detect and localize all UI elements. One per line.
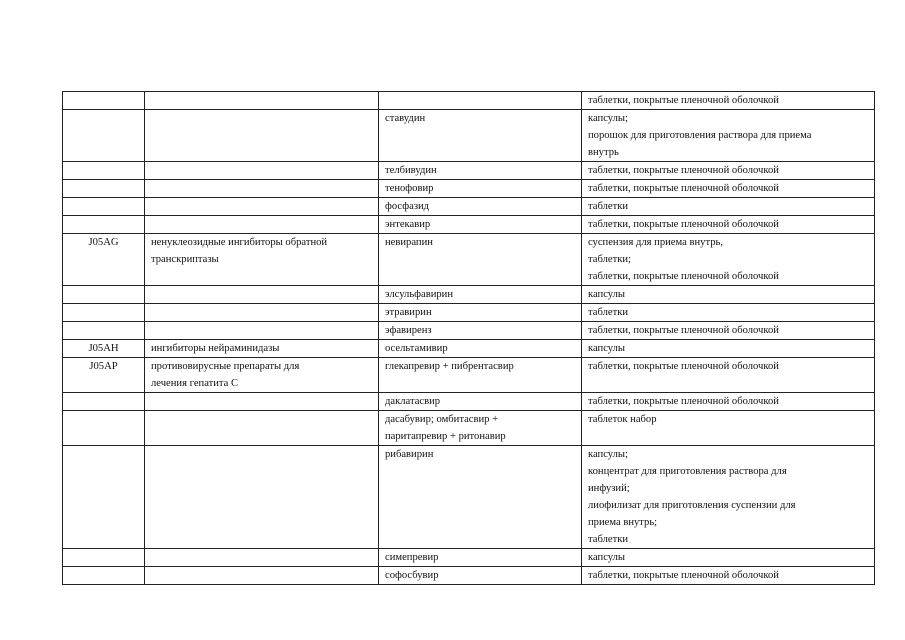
atc-code-cell xyxy=(63,340,145,358)
cell-text-line: капсулы xyxy=(588,343,626,354)
dosage-form-cell xyxy=(582,286,875,304)
table-row xyxy=(63,322,875,340)
drug-name-cell xyxy=(379,322,582,340)
pharmacological-group-cell xyxy=(145,393,379,411)
drug-name-cell xyxy=(379,180,582,198)
dosage-form-cell xyxy=(582,198,875,216)
cell-text-line: внутрь xyxy=(588,147,619,158)
pharmacological-group-cell xyxy=(145,358,379,393)
dosage-form-cell xyxy=(582,216,875,234)
cell-text-line: таблетки, покрытые пленочной оболочкой xyxy=(588,219,779,230)
dosage-form-cell xyxy=(582,234,875,286)
cell-text-line: таблетки, покрытые пленочной оболочкой xyxy=(588,95,779,106)
table-row xyxy=(63,216,875,234)
cell-text-line: ставудин xyxy=(385,113,426,124)
table-row xyxy=(63,446,875,549)
drug-name-cell xyxy=(379,234,582,286)
cell-text-line: телбивудин xyxy=(385,165,437,176)
cell-text-line: осельтамивир xyxy=(385,343,448,354)
pharmacological-group-cell xyxy=(145,198,379,216)
cell-text-line: таблетки, покрытые пленочной оболочкой xyxy=(588,183,779,194)
drug-name-cell xyxy=(379,340,582,358)
dosage-form-cell xyxy=(582,393,875,411)
drug-name-cell xyxy=(379,216,582,234)
dosage-form-cell xyxy=(582,180,875,198)
table-row xyxy=(63,340,875,358)
cell-text-line: энтекавир xyxy=(385,219,431,230)
atc-code-cell xyxy=(63,162,145,180)
atc-code-cell xyxy=(63,286,145,304)
table-body xyxy=(63,92,875,585)
pharmacological-group-cell xyxy=(145,180,379,198)
cell-text-line: невирапин xyxy=(385,237,433,248)
table-row xyxy=(63,198,875,216)
drug-name-cell xyxy=(379,110,582,162)
pharmacological-group-cell xyxy=(145,110,379,162)
cell-text-line: даклатасвир xyxy=(385,396,441,407)
table-row xyxy=(63,393,875,411)
dosage-form-cell xyxy=(582,92,875,110)
table-row xyxy=(63,110,875,162)
cell-text-line: капсулы; xyxy=(588,449,628,460)
drug-name-cell xyxy=(379,198,582,216)
dosage-form-cell xyxy=(582,110,875,162)
table-row xyxy=(63,180,875,198)
cell-text-line: этравирин xyxy=(385,307,432,318)
cell-text: J05AP xyxy=(89,361,118,372)
cell-text-line: лиофилизат для приготовления суспензии для xyxy=(588,500,796,511)
drug-name-cell xyxy=(379,162,582,180)
cell-text-line: таблетки, покрытые пленочной оболочкой xyxy=(588,396,779,407)
cell-text-line: таблеток набор xyxy=(588,414,657,425)
atc-code-cell xyxy=(63,411,145,446)
table-row xyxy=(63,162,875,180)
atc-code-cell xyxy=(63,549,145,567)
atc-code-cell xyxy=(63,358,145,393)
table-row xyxy=(63,567,875,585)
drug-name-cell xyxy=(379,286,582,304)
atc-code-cell xyxy=(63,92,145,110)
dosage-form-cell xyxy=(582,446,875,549)
dosage-form-cell xyxy=(582,358,875,393)
pharmacological-group-cell xyxy=(145,304,379,322)
cell-text-line: лечения гепатита C xyxy=(151,378,239,389)
atc-code-cell xyxy=(63,446,145,549)
table-row xyxy=(63,549,875,567)
table-row xyxy=(63,358,875,393)
cell-text-line: инфузий; xyxy=(588,483,630,494)
drug-name-cell xyxy=(379,393,582,411)
pharmacological-group-cell xyxy=(145,216,379,234)
drug-name-cell xyxy=(379,567,582,585)
table-row xyxy=(63,304,875,322)
cell-text: J05AH xyxy=(88,343,119,354)
table-row xyxy=(63,411,875,446)
cell-text-line: таблетки, покрытые пленочной оболочкой xyxy=(588,325,779,336)
cell-text-line: тенофовир xyxy=(385,183,434,194)
cell-text-line: противовирусные препараты для xyxy=(151,361,300,372)
dosage-form-cell xyxy=(582,549,875,567)
cell-text-line: софосбувир xyxy=(385,570,439,581)
drug-name-cell xyxy=(379,92,582,110)
cell-text-line: таблетки, покрытые пленочной оболочкой xyxy=(588,570,779,581)
cell-text-line: суспензия для приема внутрь, xyxy=(588,237,723,248)
cell-text: J05AG xyxy=(88,237,119,248)
atc-code-cell xyxy=(63,322,145,340)
cell-text-line: таблетки xyxy=(588,201,629,212)
cell-text-line: глекапревир + пибрентасвир xyxy=(385,361,514,372)
cell-text-line: рибавирин xyxy=(385,449,434,460)
pharmacological-group-cell xyxy=(145,411,379,446)
cell-text-line: капсулы xyxy=(588,552,626,563)
table-row xyxy=(63,234,875,286)
cell-text-line: капсулы; xyxy=(588,113,628,124)
cell-text-line: ингибиторы нейраминидазы xyxy=(151,343,280,354)
pharmacological-group-cell xyxy=(145,446,379,549)
dosage-form-cell xyxy=(582,304,875,322)
drug-name-cell xyxy=(379,358,582,393)
table-row xyxy=(63,286,875,304)
drug-name-cell xyxy=(379,549,582,567)
pharmacological-group-cell xyxy=(145,234,379,286)
cell-text-line: капсулы xyxy=(588,289,626,300)
atc-code-cell xyxy=(63,180,145,198)
atc-code-cell xyxy=(63,110,145,162)
cell-text-line: таблетки; xyxy=(588,254,631,265)
cell-text-line: порошок для приготовления раствора для приема xyxy=(588,130,812,141)
cell-text-line: фосфазид xyxy=(385,201,430,212)
atc-code-cell xyxy=(63,393,145,411)
atc-code-cell xyxy=(63,216,145,234)
cell-text-line: дасабувир; омбитасвир + xyxy=(385,414,499,425)
pharmacological-group-cell xyxy=(145,92,379,110)
dosage-form-cell xyxy=(582,322,875,340)
dosage-form-cell xyxy=(582,411,875,446)
cell-text-line: приема внутрь; xyxy=(588,517,658,528)
cell-text-line: таблетки, покрытые пленочной оболочкой xyxy=(588,165,779,176)
cell-text-line: ненуклеозидные ингибиторы обратной xyxy=(151,237,328,248)
pharmacological-group-cell xyxy=(145,549,379,567)
cell-text-line: таблетки, покрытые пленочной оболочкой xyxy=(588,271,779,282)
cell-text-line: транскриптазы xyxy=(151,254,219,265)
pharmacological-group-cell xyxy=(145,286,379,304)
atc-code-cell xyxy=(63,304,145,322)
drug-name-cell xyxy=(379,411,582,446)
cell-text-line: паритапревир + ритонавир xyxy=(385,431,506,442)
cell-text-line: концентрат для приготовления раствора для xyxy=(588,466,787,477)
cell-text-line: симепревир xyxy=(385,552,439,563)
cell-text-line: таблетки xyxy=(588,534,629,545)
pharmacological-group-cell xyxy=(145,567,379,585)
pharmacological-group-cell xyxy=(145,322,379,340)
dosage-form-cell xyxy=(582,340,875,358)
table-row xyxy=(63,92,875,110)
drug-name-cell xyxy=(379,304,582,322)
pharmacological-group-cell xyxy=(145,340,379,358)
cell-text-line: таблетки xyxy=(588,307,629,318)
atc-code-cell xyxy=(63,198,145,216)
atc-code-cell xyxy=(63,234,145,286)
cell-text-line: эфавиренз xyxy=(385,325,432,336)
atc-code-cell xyxy=(63,567,145,585)
dosage-form-cell xyxy=(582,567,875,585)
drug-name-cell xyxy=(379,446,582,549)
drug-table xyxy=(62,91,875,585)
cell-text-line: элсульфавирин xyxy=(385,289,454,300)
pharmacological-group-cell xyxy=(145,162,379,180)
cell-text-line: таблетки, покрытые пленочной оболочкой xyxy=(588,361,779,372)
dosage-form-cell xyxy=(582,162,875,180)
